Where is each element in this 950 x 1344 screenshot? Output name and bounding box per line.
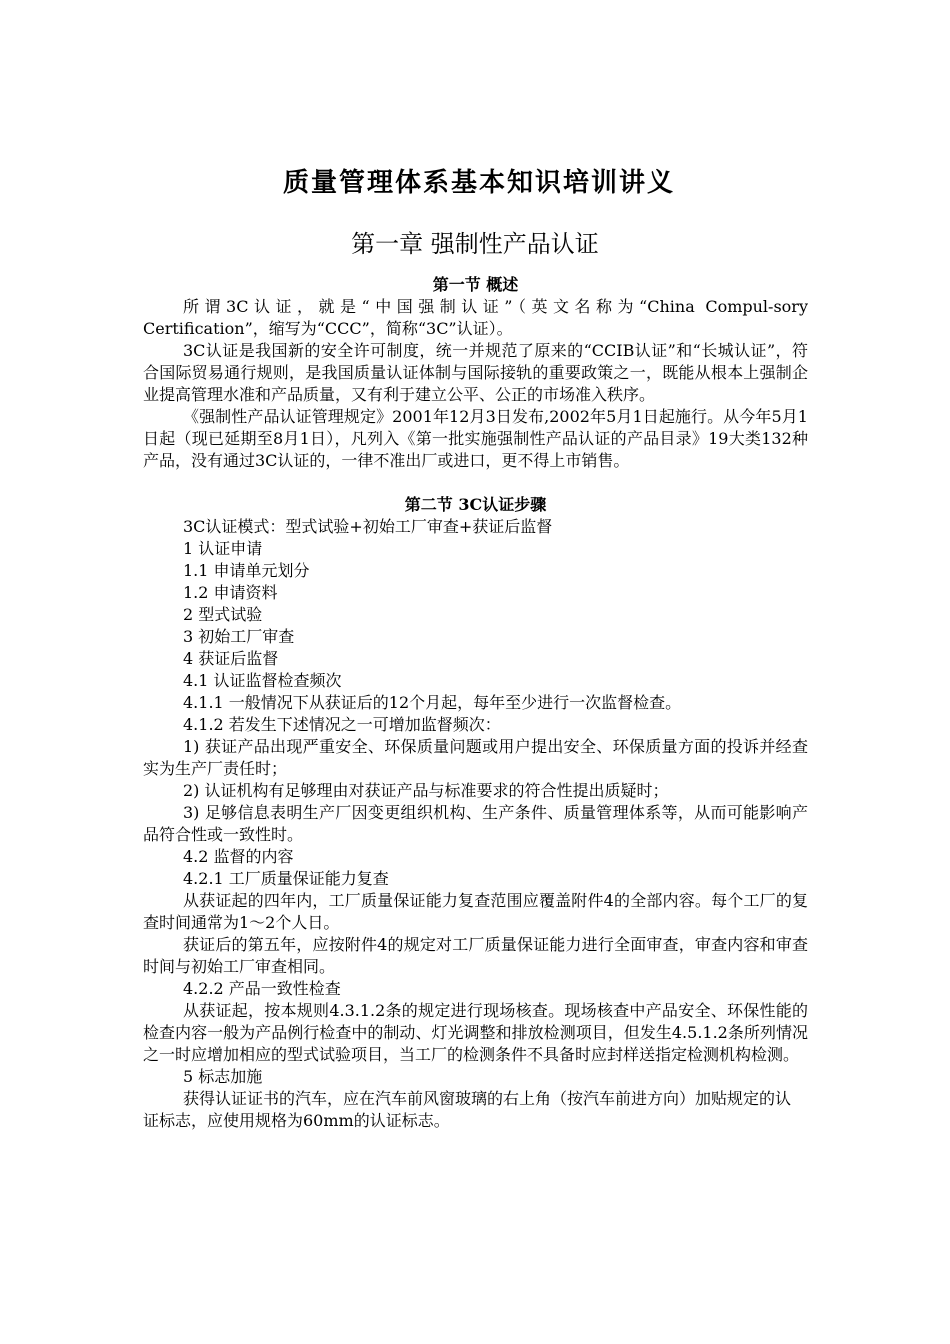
list-item: 3) 足够信息表明生产厂因变更组织机构、生产条件、质量管理体系等，从而可能影响产品符合性或一致性时。 — [143, 803, 808, 844]
paragraph: 获证后的第五年，应按附件4的规定对工厂质量保证能力进行全面审查，审查内容和审查时间与初始工厂审查相同。 — [143, 935, 808, 976]
section-heading: 第二节 3C认证步骤 — [404, 495, 547, 514]
paragraph: 证标志，应使用规格为60mm的认证标志。 — [143, 1111, 450, 1130]
list-item: 4 获证后监督 — [183, 649, 279, 668]
list-item: 1 认证申请 — [183, 539, 263, 558]
list-item: 2 型式试验 — [183, 605, 263, 624]
list-item: 5 标志加施 — [183, 1067, 263, 1086]
paragraph: 从获证起的四年内，工厂质量保证能力复查范围应覆盖附件4的全部内容。每个工厂的复查时间通常为1～2个人日。 — [143, 891, 808, 932]
list-item: 4.1.1 一般情况下从获证后的12个月起，每年至少进行一次监督检查。 — [183, 693, 682, 712]
list-item: 1) 获证产品出现严重安全、环保质量问题或用户提出安全、环保质量方面的投诉并经查实为生产厂责任时； — [143, 737, 808, 778]
paragraph: 3C认证模式：型式试验+初始工厂审查+获证后监督 — [183, 517, 553, 536]
paragraph: 《强制性产品认证管理规定》2001年12月3日发布,2002年5月1日起施行。从今年5月1日起（现已延期至8月1日），凡列入《第一批实施强制性产品认证的产品目录》19大类132种产品，没有通过3C认证的，一律不准出厂或进口，更不得上市销售。 — [143, 407, 808, 470]
list-item: 1.2 申请资料 — [183, 583, 278, 602]
paragraph: 从获证起，按本规则4.3.1.2条的规定进行现场核查。现场核查中产品安全、环保性能的检查内容一般为产品例行检查中的制动、灯光调整和排放检测项目，但发生4.5.1.2条所列情况之一时应增加相应的型式试验项目，当工厂的检测条件不具备时应封样送指定检测机构检测。 — [143, 1001, 808, 1064]
list-item: 4.2.2 产品一致性检查 — [183, 979, 341, 998]
list-item: 4.1.2 若发生下述情况之一可增加监督频次： — [183, 715, 501, 734]
chapter-heading: 第一章 强制性产品认证 — [351, 230, 599, 258]
document-body — [143, 274, 808, 1132]
list-item: 1.1 申请单元划分 — [183, 561, 310, 580]
section-heading: 第一节 概述 — [432, 275, 519, 294]
paragraph: 3C认证是我国新的安全许可制度，统一并规范了原来的“CCIB认证”和“长城认证”，符合国际贸易通行规则，是我国质量认证体制与国际接轨的重要政策之一，既能从根本上强制企业提高管理水准和产品质量，又有利于建立公平、公正的市场准入秩序。 — [143, 341, 808, 404]
list-item: 3 初始工厂审查 — [183, 627, 295, 646]
list-item: 4.2.1 工厂质量保证能力复查 — [183, 869, 389, 888]
list-item: 4.2 监督的内容 — [183, 847, 294, 866]
document-title: 质量管理体系基本知识培训讲义 — [283, 168, 676, 198]
paragraph: 获得认证证书的汽车，应在汽车前风窗玻璃的右上角（按汽车前进方向）加贴规定的认 — [183, 1089, 792, 1108]
list-item: 2) 认证机构有足够理由对获证产品与标准要求的符合性提出质疑时； — [183, 781, 669, 800]
spacer — [143, 472, 808, 494]
paragraph: 所谓3C认证，就是“中国强制认证”（英文名称为“China Compul-sory Certification”，缩写为“CCC”，简称“3C”认证）。 — [143, 297, 808, 338]
list-item: 4.1 认证监督检查频次 — [183, 671, 342, 690]
